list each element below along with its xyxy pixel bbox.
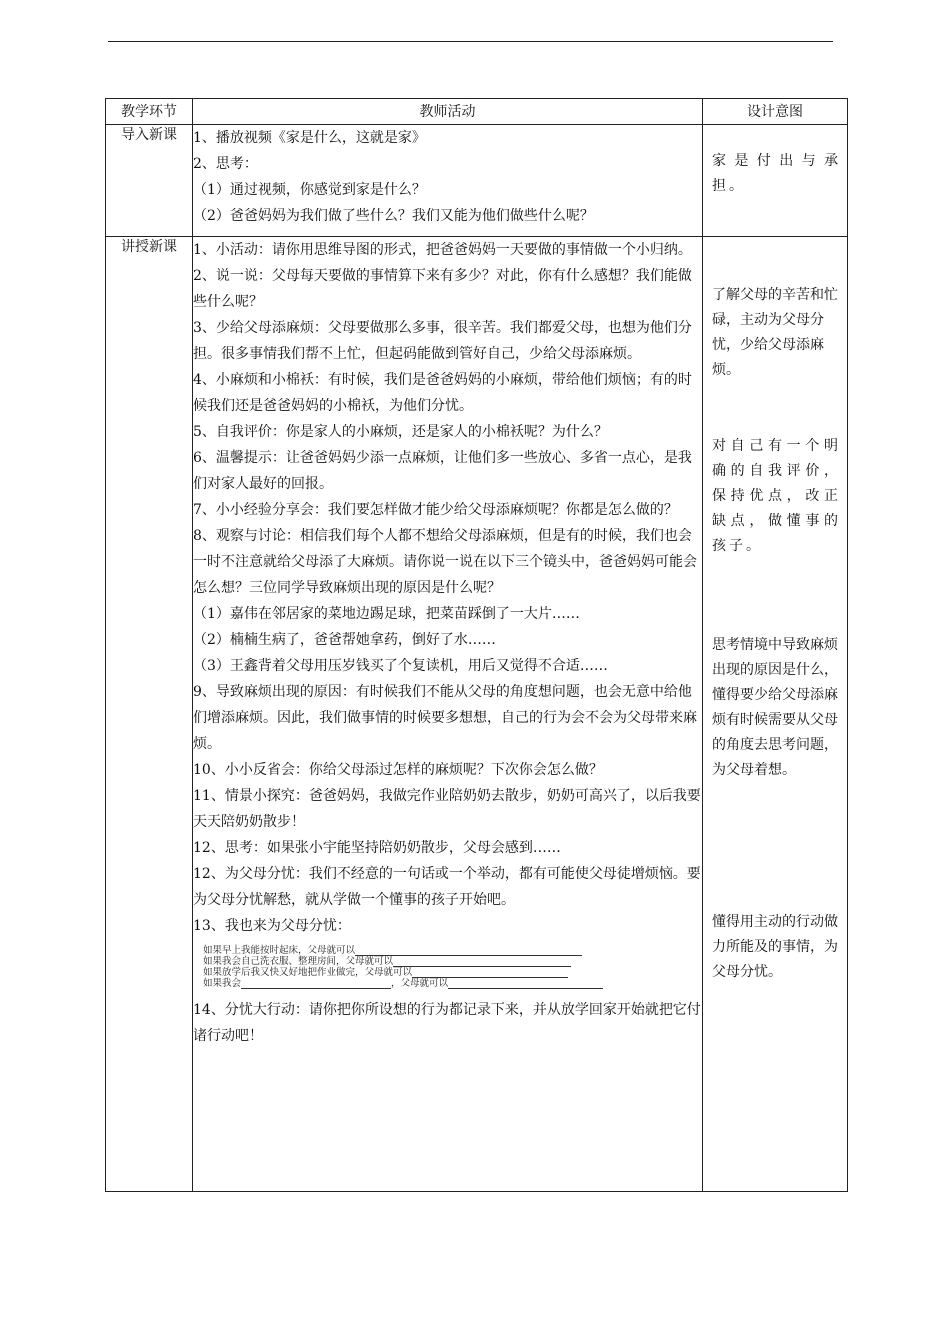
activity-item: （3）王鑫背着父母用压岁钱买了个复读机，用后又觉得不合适…… (193, 658, 608, 674)
activity-item: 2、思考： (193, 156, 258, 172)
activity-item: 10、小小反省会：你给父母添过怎样的麻烦呢？下次你会怎么做？ (193, 762, 603, 778)
activity-item: （2）楠楠生病了，爸爸帮她拿药，倒好了水…… (193, 632, 496, 648)
activity-item: 12、思考：如果张小宇能坚持陪奶奶散步，父母会感到…… (193, 840, 561, 856)
intent-cell (703, 125, 848, 237)
intent-text: 思考情境中导致麻烦出现的原因是什么，懂得要少给父母添麻烦有时候需要从父母的角度去思考问题，为父母着想。 (712, 637, 838, 778)
activity-item: 1、播放视频《家是什么，这就是家》 (193, 130, 426, 146)
activity-item: 2、说一说：父母每天要做的事情算下来有多少？对此，你有什么感想？我们能做些什么呢？ (193, 268, 692, 310)
fill-line-text: 如果早上我能按时起床，父母就可以 (203, 945, 356, 956)
fill-line-text: 如果放学后我又快又好地把作业做完，父母就可以 (203, 967, 413, 978)
stage-cell: 导入新课 (106, 125, 193, 237)
fill-blank (412, 969, 568, 978)
fill-line (203, 967, 702, 978)
activity-item: 8、观察与讨论：相信我们每个人都不想给父母添麻烦，但是有的时候，我们也会一时不注意就给父母添了大麻烦。请你说一说在以下三个镜头中，爸爸妈妈可能会怎么想？三位同学导致麻烦出现的原因是什么呢？ (193, 528, 697, 596)
table-row (106, 125, 848, 237)
fill-line-text: 如果我会 (203, 978, 242, 989)
activity-item: 4、小麻烦和小棉袄：有时候，我们是爸爸妈妈的小麻烦，带给他们烦恼；有的时候我们还是爸爸妈妈的小棉袄，为他们分忧。 (193, 372, 692, 414)
stage-cell: 讲授新课 (106, 237, 193, 1192)
activity-item: 6、温馨提示：让爸爸妈妈少添一点麻烦，让他们多一些放心、多省一点心，是我们对家人最好的回报。 (193, 450, 692, 492)
intent-text: 家是付出与承担。 (712, 153, 841, 194)
header-activity: 教师活动 (193, 99, 703, 125)
activity-item: 13、我也来为父母分忧： (193, 918, 351, 934)
header-rule (108, 41, 833, 42)
intent-cell (703, 237, 848, 1192)
table-row (106, 237, 848, 1192)
lesson-plan-table (105, 98, 848, 1192)
activity-item: （2）爸爸妈妈为我们做了些什么？我们又能为他们做些什么呢？ (193, 208, 594, 224)
fill-in-worksheet (203, 945, 702, 989)
fill-blank (393, 958, 571, 967)
activity-item: 11、情景小探究：爸爸妈妈，我做完作业陪奶奶去散步，奶奶可高兴了，以后我要天天陪奶奶散步！ (193, 788, 701, 830)
fill-blank (355, 947, 582, 956)
activity-item: 7、小小经验分享会：我们要怎样做才能少给父母添麻烦呢？你都是怎么做的？ (193, 502, 678, 518)
intent-text: 对自己有一个明确的自我评价，保持优点，改正缺点，做懂事的孩子。 (712, 438, 841, 554)
activity-item: 5、自我评价：你是家人的小麻烦，还是家人的小棉袄呢？为什么？ (193, 424, 608, 440)
intent-text: 懂得用主动的行动做力所能及的事情，为父母分忧。 (712, 914, 838, 980)
intent-text: 了解父母的辛苦和忙碌，主动为父母分忧，少给父母添麻烦。 (712, 287, 838, 378)
activity-item: 14、分忧大行动：请你把你所设想的行为都记录下来，并从放学回家开始就把它付诸行动吧！ (193, 1002, 701, 1044)
activity-item: 3、少给父母添麻烦：父母要做那么多事，很辛苦。我们都爱父母，也想为他们分担。很多事情我们帮不上忙，但起码能做到管好自己，少给父母添麻烦。 (193, 320, 692, 362)
fill-line (203, 945, 702, 956)
activity-item: （1）通过视频，你感觉到家是什么？ (193, 182, 426, 198)
activity-item: （1）嘉伟在邻居家的菜地边踢足球，把菜苗踩倒了一大片…… (193, 606, 580, 622)
activity-item: 9、导致麻烦出现的原因：有时候我们不能从父母的角度想问题，也会无意中给他们增添麻烦。因此，我们做事情的时候要多想想，自己的行为会不会为父母带来麻烦。 (193, 684, 697, 752)
fill-line (203, 956, 702, 967)
fill-blank (241, 980, 391, 989)
header-stage: 教学环节 (106, 99, 193, 125)
fill-blank (448, 980, 603, 989)
fill-line (203, 978, 702, 989)
activity-item: 1、小活动：请你用思维导图的形式，把爸爸妈妈一天要做的事情做一个小归纳。 (193, 242, 692, 258)
header-intent: 设计意图 (703, 99, 848, 125)
activity-cell (193, 237, 703, 1192)
activity-item: 12、为父母分忧：我们不经意的一句话或一个举动，都有可能使父母徒增烦恼。要为父母分忧解愁，就从学做一个懂事的孩子开始吧。 (193, 866, 701, 908)
fill-line-text: 如果我会自己洗衣服、整理房间，父母就可以 (203, 956, 394, 967)
activity-cell (193, 125, 703, 237)
fill-line-text: ，父母就可以 (391, 978, 449, 989)
table-header-row (106, 99, 848, 125)
